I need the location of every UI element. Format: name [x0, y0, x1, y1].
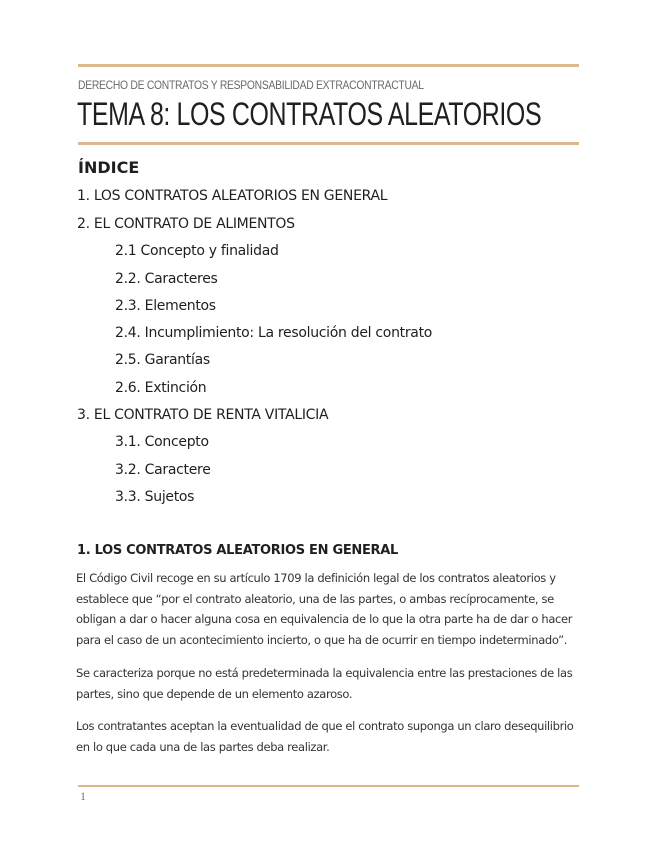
document-subject: DERECHO DE CONTRATOS Y RESPONSABILIDAD EXTRACONTRACTUAL	[78, 78, 424, 92]
paragraph: Se caracteriza porque no está predeterminada la equivalencia entre las prestaciones de las partes, sino que depende de un elemento azaroso.	[76, 666, 573, 701]
section-heading: 1. LOS CONTRATOS ALEATORIOS EN GENERAL	[77, 543, 399, 558]
toc-subitem[interactable]: 2.4. Incumplimiento: La resolución del contrato	[115, 325, 433, 341]
footer-rule	[78, 785, 579, 787]
toc-item[interactable]: 1. LOS CONTRATOS ALEATORIOS EN GENERAL	[77, 188, 388, 204]
toc-subitem[interactable]: 2.1 Concepto y finalidad	[115, 243, 279, 259]
toc-subitem[interactable]: 2.2. Caracteres	[115, 271, 218, 287]
toc-subitem[interactable]: 2.5. Garantías	[115, 352, 210, 368]
paragraph: Los contratantes aceptan la eventualidad de que el contrato suponga un claro desequilibrio en lo que cada una de las partes deba realizar.	[76, 719, 574, 754]
toc-subitem[interactable]: 3.1. Concepto	[115, 434, 209, 450]
toc-subitem[interactable]: 2.6. Extinción	[115, 380, 207, 396]
page-title: TEMA 8: LOS CONTRATOS ALEATORIOS	[77, 96, 542, 132]
paragraph: El Código Civil recoge en su artículo 1709 la definición legal de los contratos aleatorios y establece que “por el contrato aleatorio, una de las partes, o ambas recíprocamente, se obligan a dar o hacer alguna cosa en equivalencia de lo que la otra parte ha de dar o hacer para el caso de un acontecimiento incierto, o que ha de ocurrir en tiempo indeterminado”.	[76, 571, 573, 648]
toc-subitem[interactable]: 3.3. Sujetos	[115, 489, 195, 505]
toc-subitem[interactable]: 2.3. Elementos	[115, 298, 216, 314]
header-top-rule	[78, 64, 579, 67]
header-bottom-rule	[78, 142, 579, 145]
page-number: 1	[80, 789, 86, 803]
toc-item[interactable]: 3. EL CONTRATO DE RENTA VITALICIA	[77, 407, 329, 423]
toc-item[interactable]: 2. EL CONTRATO DE ALIMENTOS	[77, 216, 295, 232]
index-heading: ÍNDICE	[78, 158, 140, 177]
toc-subitem[interactable]: 3.2. Caractere	[115, 462, 211, 478]
